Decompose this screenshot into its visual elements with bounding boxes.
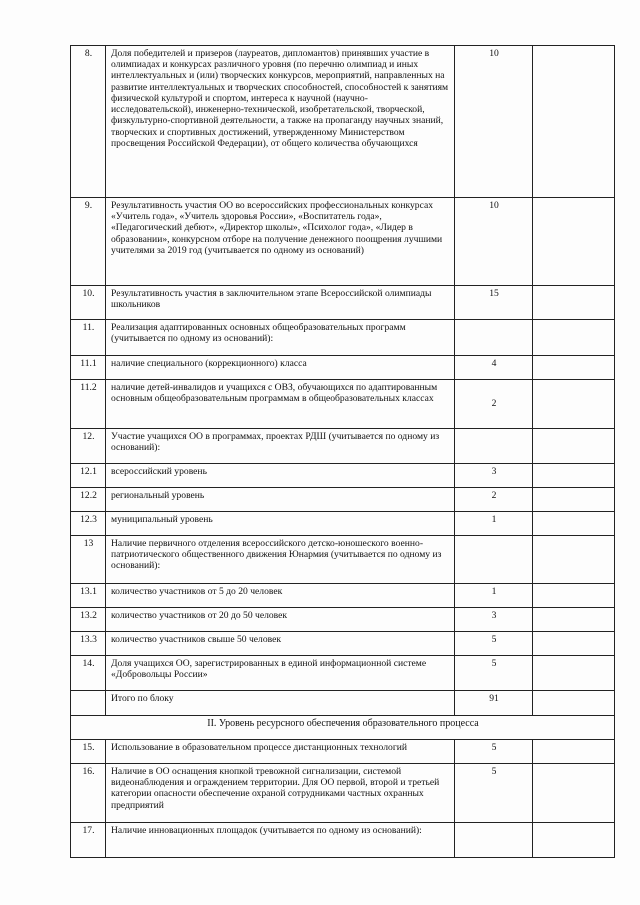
score-cell: 5 [455, 764, 533, 823]
table-row [71, 488, 615, 512]
row-number: 12.2 [71, 488, 106, 512]
row-number: 14. [71, 656, 106, 691]
total-score: 91 [455, 691, 533, 716]
row-number: 9. [71, 198, 106, 286]
total-row [71, 691, 615, 716]
score-cell [455, 429, 533, 464]
table-row [71, 584, 615, 608]
empty-cell [533, 691, 615, 716]
score-cell: 3 [455, 608, 533, 632]
empty-cell [533, 46, 615, 198]
empty-cell [533, 608, 615, 632]
criterion-text: количество участников от 5 до 20 человек [106, 584, 455, 608]
row-number: 15. [71, 740, 106, 764]
row-number: 13.2 [71, 608, 106, 632]
row-number [71, 691, 106, 716]
row-number: 11.2 [71, 380, 106, 429]
row-number: 12. [71, 429, 106, 464]
score-cell: 10 [455, 198, 533, 286]
empty-cell [533, 632, 615, 656]
table-row [71, 608, 615, 632]
table-row [71, 656, 615, 691]
empty-cell [533, 356, 615, 380]
criterion-text: всероссийский уровень [106, 464, 455, 488]
row-number: 17. [71, 823, 106, 858]
row-number: 11. [71, 320, 106, 356]
empty-cell [533, 286, 615, 320]
empty-cell [533, 656, 615, 691]
score-cell: 2 [455, 488, 533, 512]
table-row [71, 320, 615, 356]
empty-cell [533, 764, 615, 823]
row-number: 11.1 [71, 356, 106, 380]
table-row [71, 823, 615, 858]
row-number: 13 [71, 536, 106, 584]
table-row [71, 380, 615, 429]
score-cell: 15 [455, 286, 533, 320]
row-number: 16. [71, 764, 106, 823]
criterion-text: Использование в образовательном процессе дистанционных технологий [106, 740, 455, 764]
table-row [71, 286, 615, 320]
table-row [71, 536, 615, 584]
table-row [71, 429, 615, 464]
total-label: Итого по блоку [106, 691, 455, 716]
empty-cell [533, 464, 615, 488]
empty-cell [533, 512, 615, 536]
empty-cell [533, 488, 615, 512]
criterion-text: Наличие инновационных площадок (учитывается по одному из оснований): [106, 823, 455, 858]
score-cell: 5 [455, 740, 533, 764]
table-row [71, 512, 615, 536]
empty-cell [533, 584, 615, 608]
score-cell: 4 [455, 356, 533, 380]
table-row [71, 632, 615, 656]
section-heading: II. Уровень ресурсного обеспечения образовательного процесса [71, 716, 615, 740]
table-row [71, 464, 615, 488]
criterion-text: Результативность участия в заключительном этапе Всероссийской олимпиады школьников [106, 286, 455, 320]
score-cell: 3 [455, 464, 533, 488]
criterion-text: Доля победителей и призеров (лауреатов, дипломантов) принявших участие в олимпиадах и конкурсах различного уровня (по перечню олимпиад и иных интеллектуальных и (или) творческих конкурсов, мероприятий, направленных на развитие интеллектуальных и творческих способностей, способностей к занятиям физической культурой и спортом, интереса к научной (научно-исследовательской), инженерно-технической, изобретательской, творческой, физкультурно-спортивной деятельности, а также на пропаганду научных знаний, творческих и спортивных достижений, утвержденному Министерством просвещения Российской Федерации), от общего количества обучающихся [106, 46, 455, 198]
criterion-text: Результативность участия ОО во всероссийских профессиональных конкурсах «Учитель года», «Учитель здоровья России», «Воспитатель года», «Педагогический дебют», «Директор школы», «Психолог года», «Лидер в образовании», конкурсном отборе на получение денежного поощрения лучшими учителями за 2019 год (учитывается по одному из оснований) [106, 198, 455, 286]
score-cell: 2 [455, 380, 533, 429]
score-cell: 1 [455, 584, 533, 608]
section-heading-row [71, 716, 615, 740]
empty-cell [533, 429, 615, 464]
score-cell: 5 [455, 656, 533, 691]
score-cell [455, 536, 533, 584]
score-cell [455, 823, 533, 858]
row-number: 13.3 [71, 632, 106, 656]
empty-cell [533, 823, 615, 858]
criterion-text: Реализация адаптированных основных общеобразовательных программ (учитывается по одному из оснований): [106, 320, 455, 356]
score-cell: 1 [455, 512, 533, 536]
row-number: 8. [71, 46, 106, 198]
score-cell: 10 [455, 46, 533, 198]
table-row [71, 356, 615, 380]
empty-cell [533, 536, 615, 584]
table-row [71, 740, 615, 764]
criterion-text: Наличие первичного отделения всероссийского детско-юношеского военно-патриотического общественного движения Юнармия (учитывается по одному из оснований): [106, 536, 455, 584]
criterion-text: наличие специального (коррекционного) класса [106, 356, 455, 380]
criterion-text: региональный уровень [106, 488, 455, 512]
criterion-text: количество участников от 20 до 50 человек [106, 608, 455, 632]
table-row [71, 46, 615, 198]
empty-cell [533, 198, 615, 286]
criterion-text: количество участников свыше 50 человек [106, 632, 455, 656]
row-number: 12.3 [71, 512, 106, 536]
criterion-text: Наличие в ОО оснащения кнопкой тревожной сигнализации, системой видеонаблюдения и ограждением территории. Для ОО первой, второй и третьей категории опасности обеспечение охраной сотрудниками частных охранных предприятий [106, 764, 455, 823]
criterion-text: муниципальный уровень [106, 512, 455, 536]
criterion-text: наличие детей-инвалидов и учащихся с ОВЗ, обучающихся по адаптированным основным общеобразовательным программам в общеобразовательных классах [106, 380, 455, 429]
table-row [71, 764, 615, 823]
row-number: 12.1 [71, 464, 106, 488]
empty-cell [533, 740, 615, 764]
score-cell [455, 320, 533, 356]
criterion-text: Участие учащихся ОО в программах, проектах РДШ (учитывается по одному из оснований): [106, 429, 455, 464]
criteria-table [70, 45, 615, 858]
empty-cell [533, 380, 615, 429]
empty-cell [533, 320, 615, 356]
row-number: 10. [71, 286, 106, 320]
criterion-text: Доля учащихся ОО, зарегистрированных в единой информационной системе «Добровольцы России» [106, 656, 455, 691]
score-cell: 5 [455, 632, 533, 656]
row-number: 13.1 [71, 584, 106, 608]
table-row [71, 198, 615, 286]
